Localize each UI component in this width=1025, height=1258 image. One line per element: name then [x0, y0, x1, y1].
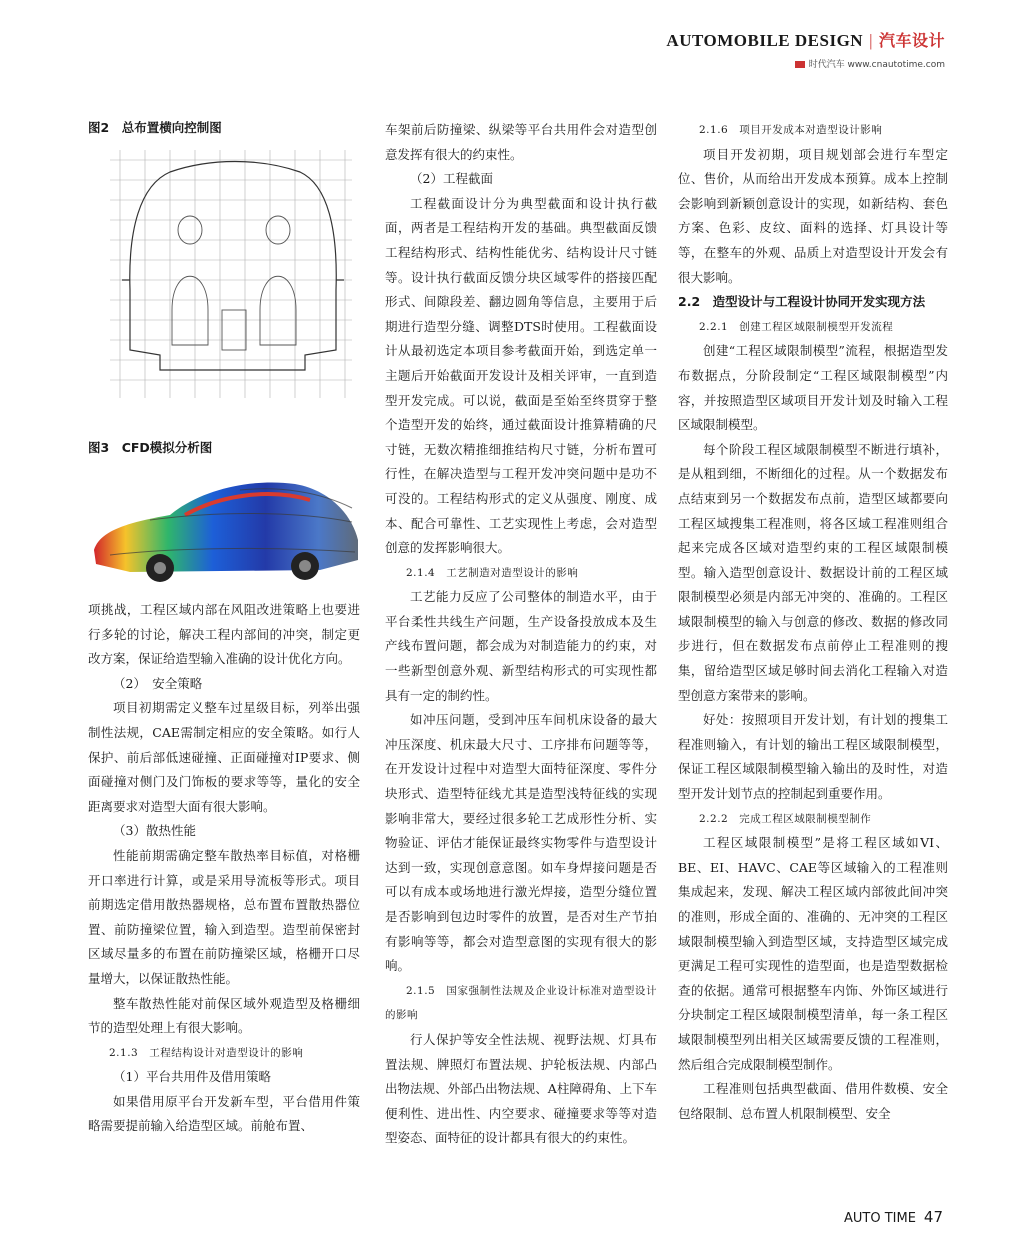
- brand-separator: |: [869, 31, 873, 50]
- magazine-brand: [666, 28, 945, 51]
- mail-icon: [795, 61, 805, 68]
- col2-heading-section: （2）工程截面: [410, 171, 493, 187]
- col2-paragraph: 工艺能力反应了公司整体的制造水平，由于平台柔性共线生产问题，生产设备投放成本及生产线布置问题，都会成为对制造能力的约束，对一些新型创意外观、新型结构形式的可实现性都具有一定的制约性。: [385, 589, 657, 703]
- col2-paragraph: 如冲压问题，受到冲压车间机床设备的最大冲压深度、机床最大尺寸、工序排布问题等等，在开发设计过程中对造型大面特征深度、零件分块形式、造型特征线尤其是造型浅特征线的实现影响非常大，要经过很多轮工艺成形性分析、实物验证、评估才能保证最终实物零件与造型设计达到一致，实现创意意图。如车身焊接问题是否可以有成本或场地进行激光焊接，造型分缝位置是否影响到包边时零件的放置，是否对生产节拍有影响等等，都会对造型意图的实现有很大的影响。: [385, 712, 657, 974]
- col3-heading-22: 2.2 造型设计与工程设计协同开发实现方法: [678, 294, 926, 310]
- fig2-title: 图2 总布置横向控制图: [88, 120, 222, 135]
- site-line: [666, 57, 945, 70]
- page-header: [666, 28, 945, 70]
- col3-heading-216: 2.1.6 项目开发成本对造型设计影响: [699, 124, 883, 136]
- col2-paragraph: 车架前后防撞梁、纵梁等平台共用件会对造型创意发挥有很大的约束性。: [385, 122, 657, 162]
- page-footer: [844, 1208, 943, 1226]
- col1-paragraph: 项目初期需定义整车过星级目标，列举出强制性法规，CAE需制定相应的安全策略。如行人保护、前后部低速碰撞、正面碰撞对IP要求、侧面碰撞对侧门及门饰板的要求等等，量化的安全距离要求对造型大面有很大影响。: [88, 700, 360, 814]
- footer-magazine: AUTO TIME: [843, 1211, 916, 1226]
- col2-paragraph: 行人保护等安全性法规、视野法规、灯具布置法规、牌照灯布置法规、护轮板法规、内部凸出物法规、外部凸出物法规、A柱障碍角、上下车便利性、进出性、内空要求、碰撞要求等等对造型姿态、面特征的设计都具有很大的约束性。: [385, 1031, 657, 1146]
- col2-heading-214: 2.1.4 工艺制造对造型设计的影响: [406, 566, 579, 579]
- col2-heading-215: 2.1.5 国家强制性法规及企业设计标准对造型设计的影响: [385, 984, 657, 1022]
- col3-paragraph: 每个阶段工程区域限制模型不断进行填补，是从粗到细，不断细化的过程。从一个数据发布点结束到另一个数据发布点前，造型区域都要向工程区域搜集工程准则，将各区域工程准则组合起来完成各区域对造型约束的工程区域限制模型。输入造型创意设计、数据设计前的工程区域限制模型必须是内部无冲突的、准确的。工程区域限制模型的输入与创意的修改、数据的修改同步进行，但在数据发布点前停止工程准则的搜集，留给造型区域足够时间去消化工程输入对造型创意方案带来的影响。: [678, 441, 948, 703]
- fig3-title: 图3 CFD模拟分析图: [88, 440, 213, 455]
- col1-heading-safety: （2） 安全策略: [113, 675, 203, 691]
- site-url: 时代汽车 www.cnautotime.com: [808, 60, 945, 70]
- column-1: [88, 598, 360, 1139]
- brand-en: AUTOMOBILE DESIGN: [666, 31, 864, 50]
- col1-heading-213: 2.1.3 工程结构设计对造型设计的影响: [109, 1046, 304, 1059]
- col3-paragraph: 好处：按照项目开发计划，有计划的搜集工程准则输入，有计划的输出工程区域限制模型，保证工程区域限制模型输入输出的及时性，对造型开发计划节点的控制起到重要作用。: [678, 712, 948, 802]
- col1-paragraph: 如果借用原平台开发新车型，平台借用件策略需要提前输入给造型区域。前舱布置、: [88, 1093, 360, 1134]
- col1-paragraph: 项挑战，工程区域内部在风阻改进策略上也要进行多轮的讨论，解决工程内部间的冲突，制定更改方案，保证给造型输入准确的设计优化方向。: [88, 602, 360, 667]
- col2-paragraph: 工程截面设计分为典型截面和设计执行截面，两者是工程结构开发的基础。典型截面反馈工程结构形式、结构性能优劣、结构设计尺寸链等。设计执行截面反馈分块区域零件的搭接匹配形式、间隙段差、翻边圆角等信息，主要用于后期进行造型分缝、调整DTS时使用。工程截面设计从最初选定本项目参考截面开始，到选定单一主题后开始截面开发设计及相关评审，一直到造型开发完成。可以说，截面是至始至终贯穿于整个造型开发的始终，通过截面设计推算精确的尺寸链，无数次精推细推结构尺寸链，分析布置可行性，在解决造型与工程开发冲突问题中是功不可没的。工程结构形式的定义从强度、刚度、成本、配合可靠性、工艺实现性上考虑，会对造型创意的发挥影响很大。: [385, 195, 657, 556]
- col1-heading-platform: （1）平台共用件及借用策略: [113, 1069, 271, 1085]
- col3-paragraph: 工程区域限制模型”是将工程区域如VI、BE、EI、HAVC、CAE等区域输入的工程准则集成起来，发现、解决工程区域内部彼此间冲突的准则，形成全面的、准确的、无冲突的工程区域限制模型输入到造型区域，支持造型区域完成更满足工程可实现性的造型面，也是造型数据检查的依据。通常可根据整车内饰、外饰区域进行分块制定工程区域限制模型清单，每一条工程区域限制模型列出相关区域需要反馈的工程准则，然后组合完成限制模型制作。: [678, 835, 948, 1072]
- cfd-car-image: [90, 460, 362, 590]
- column-3: [678, 118, 948, 1126]
- figure-3-caption: [88, 438, 212, 456]
- brand-cn: 汽车设计: [878, 31, 945, 50]
- column-2: [385, 118, 657, 1151]
- col1-heading-heat: （3）散热性能: [113, 823, 196, 839]
- layout-control-drawing: [100, 140, 362, 408]
- col3-heading-222: 2.2.2 完成工程区域限制模型制作: [699, 812, 872, 825]
- col1-paragraph: 整车散热性能对前保区域外观造型及格栅细节的造型处理上有很大影响。: [88, 995, 360, 1036]
- col3-heading-221: 2.2.1 创建工程区域限制模型开发流程: [699, 320, 894, 333]
- page-number: 47: [923, 1208, 943, 1226]
- col3-paragraph: 工程准则包括典型截面、借用件数模、安全包络限制、总布置人机限制模型、安全: [678, 1081, 948, 1121]
- col3-paragraph: 项目开发初期，项目规划部会进行车型定位、售价，从而给出开发成本预算。成本上控制会影响到新颖创意设计的实现，如新结构、套色方案、色彩、皮纹、面料的选择、灯具设计等等，在整车的外观、品质上对造型设计开发会有很大影响。: [678, 146, 948, 285]
- col3-paragraph: 创建“工程区域限制模型”流程，根据造型发布数据点，分阶段制定“工程区域限制模型”内容，并按照造型区域项目开发计划及时输入工程区域限制模型。: [678, 343, 948, 433]
- figure-2-caption: [88, 118, 222, 136]
- col1-paragraph: 性能前期需确定整车散热率目标值，对格栅开口率进行计算，或是采用导流板等形式。项目前期选定借用散热器规格，总布置布置散热器位置、前防撞梁位置，输入到造型。造型前保密封区域尽量多的布置在前防撞梁区域，格栅开口尽量增大，以保证散热性能。: [88, 847, 360, 986]
